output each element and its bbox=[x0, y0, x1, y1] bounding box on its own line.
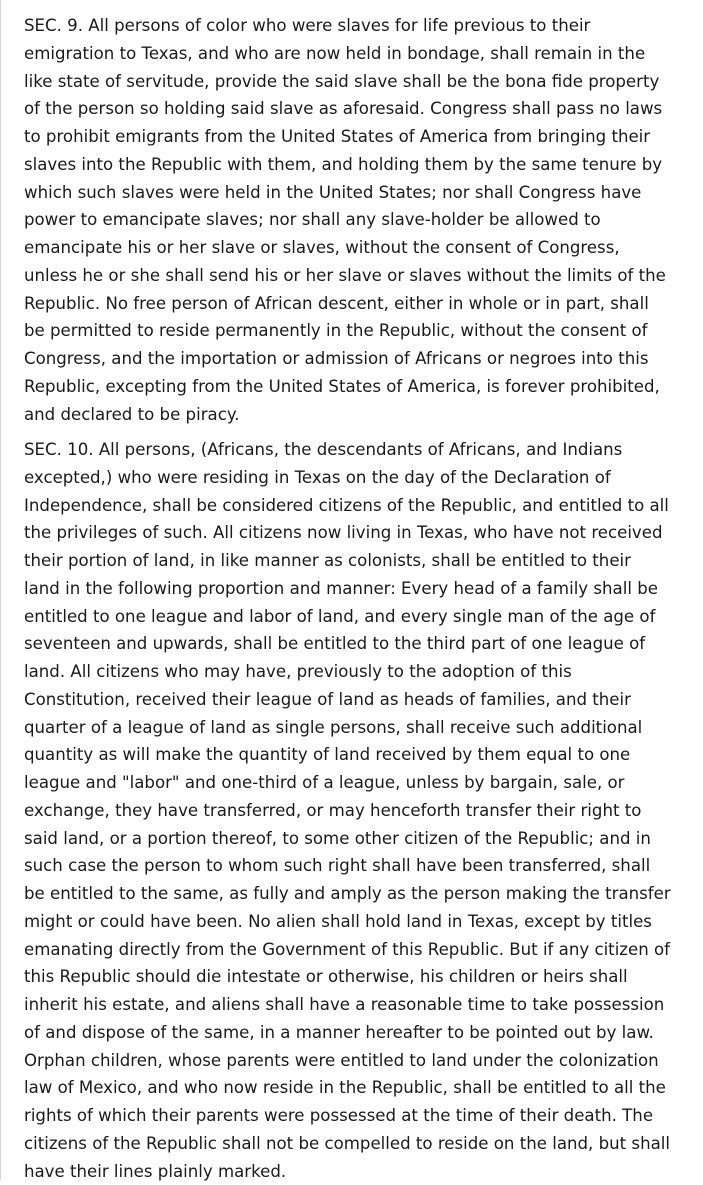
text-line: land. All citizens who may have, previously to the adoption of this bbox=[24, 658, 684, 686]
text-line: seventeen and upwards, shall be entitled to the third part of one league of bbox=[24, 630, 684, 658]
text-line: Orphan children, whose parents were entitled to land under the colonization bbox=[24, 1047, 684, 1075]
text-line: have their lines plainly marked. bbox=[24, 1158, 684, 1185]
text-line: emancipate his or her slave or slaves, without the consent of Congress, bbox=[24, 234, 684, 262]
text-line: and declared to be piracy. bbox=[24, 401, 684, 429]
text-line: such case the person to whom such right shall have been transferred, shall bbox=[24, 852, 684, 880]
text-line: Republic, excepting from the United States of America, is forever prohibited, bbox=[24, 373, 684, 401]
text-line: Independence, shall be considered citizens of the Republic, and entitled to all bbox=[24, 492, 684, 520]
text-line: emigration to Texas, and who are now held in bondage, shall remain in the bbox=[24, 40, 684, 68]
text-line: entitled to one league and labor of land, and every single man of the age of bbox=[24, 603, 684, 631]
text-line: this Republic should die intestate or otherwise, his children or heirs shall bbox=[24, 963, 684, 991]
text-line: slaves into the Republic with them, and holding them by the same tenure by bbox=[24, 151, 684, 179]
text-line: of and dispose of the same, in a manner hereafter to be pointed out by law. bbox=[24, 1019, 684, 1047]
text-line: excepted,) who were residing in Texas on the day of the Declaration of bbox=[24, 464, 684, 492]
text-line: quantity as will make the quantity of land received by them equal to one bbox=[24, 741, 684, 769]
text-line: Constitution, received their league of land as heads of families, and their bbox=[24, 686, 684, 714]
section-10-paragraph bbox=[24, 436, 684, 1185]
text-line: exchange, they have transferred, or may henceforth transfer their right to bbox=[24, 797, 684, 825]
text-line: quarter of a league of land as single persons, shall receive such additional bbox=[24, 714, 684, 742]
text-line: like state of servitude, provide the said slave shall be the bona fide property bbox=[24, 68, 684, 96]
text-line: be entitled to the same, as fully and amply as the person making the transfer bbox=[24, 880, 684, 908]
text-line: said land, or a portion thereof, to some other citizen of the Republic; and in bbox=[24, 825, 684, 853]
text-line: inherit his estate, and aliens shall have a reasonable time to take possession bbox=[24, 991, 684, 1019]
text-line: Congress, and the importation or admission of Africans or negroes into this bbox=[24, 345, 684, 373]
text-line: SEC. 9. All persons of color who were slaves for life previous to their bbox=[24, 12, 684, 40]
text-line: unless he or she shall send his or her slave or slaves without the limits of the bbox=[24, 262, 684, 290]
text-line: be permitted to reside permanently in the Republic, without the consent of bbox=[24, 317, 684, 345]
text-line: SEC. 10. All persons, (Africans, the descendants of Africans, and Indians bbox=[24, 436, 684, 464]
text-line: rights of which their parents were possessed at the time of their death. The bbox=[24, 1102, 684, 1130]
section-9-paragraph bbox=[24, 12, 684, 428]
text-line: citizens of the Republic shall not be compelled to reside on the land, but shall bbox=[24, 1130, 684, 1158]
text-line: law of Mexico, and who now reside in the Republic, shall be entitled to all the bbox=[24, 1074, 684, 1102]
text-line: of the person so holding said slave as aforesaid. Congress shall pass no laws bbox=[24, 95, 684, 123]
text-line: which such slaves were held in the United States; nor shall Congress have bbox=[24, 179, 684, 207]
text-line: power to emancipate slaves; nor shall any slave-holder be allowed to bbox=[24, 206, 684, 234]
text-line: emanating directly from the Government of this Republic. But if any citizen of bbox=[24, 936, 684, 964]
text-line: Republic. No free person of African descent, either in whole or in part, shall bbox=[24, 290, 684, 318]
text-line: to prohibit emigrants from the United States of America from bringing their bbox=[24, 123, 684, 151]
text-line: their portion of land, in like manner as colonists, shall be entitled to their bbox=[24, 547, 684, 575]
text-line: might or could have been. No alien shall hold land in Texas, except by titles bbox=[24, 908, 684, 936]
text-line: the privileges of such. All citizens now living in Texas, who have not received bbox=[24, 519, 684, 547]
text-line: land in the following proportion and manner: Every head of a family shall be bbox=[24, 575, 684, 603]
text-line: league and "labor" and one-third of a league, unless by bargain, sale, or bbox=[24, 769, 684, 797]
